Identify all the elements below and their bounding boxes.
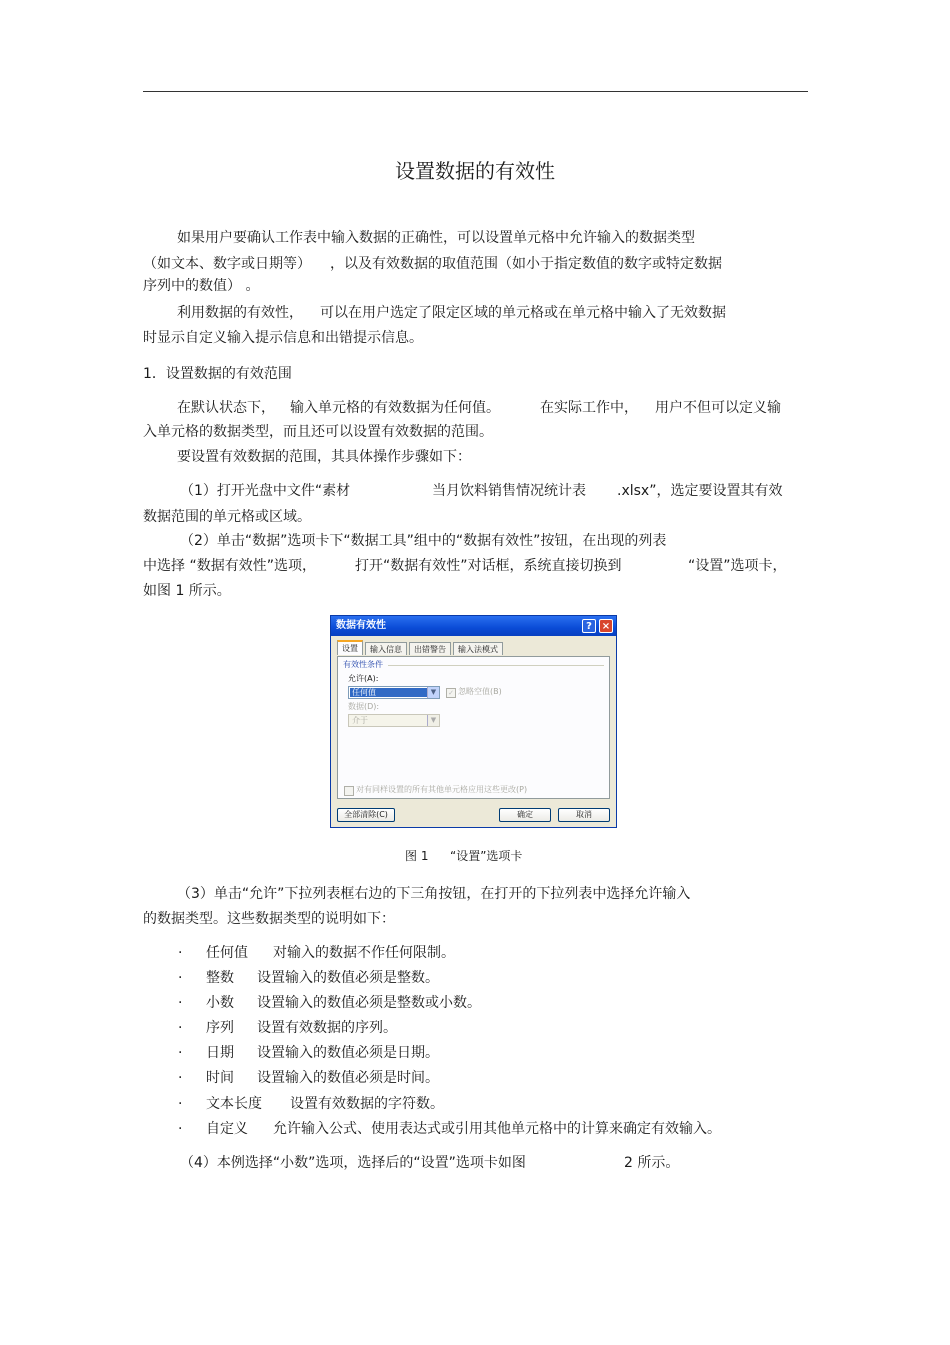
data-label: 数据(D): [348,702,380,711]
type-desc: 设置输入的数值必须是时间。 [257,1070,439,1086]
tab-error-alert[interactable]: 出错警告 [409,642,451,655]
group-divider [388,665,604,666]
bullet: · [178,1045,183,1061]
ignore-blank-label: 忽略空值(B) [458,687,502,696]
step3-line2: 的数据类型。这些数据类型的说明如下： [143,911,395,927]
allow-label: 允许(A): [348,674,379,683]
step1-line1b: 当月饮料销售情况统计表 [432,483,586,499]
allow-value: 任何值 [350,688,428,697]
type-desc: 设置输入的数值必须是整数。 [257,970,439,986]
ignore-blank-checkbox[interactable]: ✓ [446,688,456,698]
type-name: 时间 [206,1070,234,1086]
settings-panel [337,656,610,799]
data-validation-dialog [330,615,617,828]
type-name: 自定义 [206,1121,248,1137]
bullet: · [178,1121,183,1137]
help-icon[interactable]: ? [582,619,596,633]
para2-line2: 时显示自定义输入提示信息和出错提示信息。 [143,330,423,346]
para4: 要设置有效数据的范围，其具体操作步骤如下： [177,449,471,465]
step3-line1: （3）单击“允许”下拉列表框右边的下三角按钮，在打开的下拉列表中选择允许输入 [177,886,691,902]
para2-line1b: 可以在用户选定了限定区域的单元格或在单元格中输入了无效数据 [320,305,726,321]
step2-line2b: 打开“数据有效性”对话框，系统直接切换到 [355,558,622,574]
data-value: 介于 [352,716,368,725]
tab-settings[interactable]: 设置 [337,640,363,655]
step1-line1a: （1）打开光盘中文件“素材 [180,483,351,499]
dialog-tabs [337,642,505,656]
bullet: · [178,970,183,986]
para1-line2a: （如文本、数字或日期等） [143,256,311,272]
para1-line2b: ，以及有效数据的取值范围（如小于指定数值的数字或特定数据 [330,256,722,272]
para3-line2: 入单元格的数据类型，而且还可以设置有效数据的范围。 [143,424,493,440]
chevron-down-icon[interactable]: ▼ [427,687,439,698]
para1-line3: 序列中的数值） 。 [143,278,260,294]
cancel-button[interactable]: 取消 [558,808,610,822]
para3-line1c: 在实际工作中， [540,400,638,416]
apply-all-checkbox[interactable] [344,786,354,796]
page-title: 设置数据的有效性 [395,159,555,183]
bullet: · [178,1070,183,1086]
step1-line1c: .xlsx”，选定要设置其有效 [617,483,783,499]
type-name: 文本长度 [206,1096,262,1112]
apply-all-label: 对有同样设置的所有其他单元格应用这些更改(P) [356,785,528,794]
clear-all-button[interactable]: 全部清除(C) [337,808,395,822]
type-desc: 设置有效数据的字符数。 [290,1096,444,1112]
type-desc: 设置有效数据的序列。 [257,1020,397,1036]
step2-line2a: 中选择 “数据有效性”选项， [143,558,316,574]
chevron-down-icon[interactable]: ▼ [427,715,439,726]
type-name: 任何值 [206,945,248,961]
bullet: · [178,1020,183,1036]
bullet: · [178,995,183,1011]
type-desc: 对输入的数据不作任何限制。 [273,945,455,961]
step2-line3: 如图 1 所示。 [143,583,231,599]
step4-text: （4）本例选择“小数”选项，选择后的“设置”选项卡如图 [180,1155,526,1171]
bullet: · [178,945,183,961]
allow-select[interactable] [348,686,440,699]
section-heading: 1．设置数据的有效范围 [143,366,292,382]
para3-line1b: 输入单元格的有效数据为任何值。 [290,400,500,416]
type-desc: 设置输入的数值必须是日期。 [257,1045,439,1061]
header-rule [143,91,808,92]
bullet: · [178,1096,183,1112]
step4-figref: 2 所示。 [624,1155,680,1171]
dialog-titlebar [331,616,616,636]
type-name: 整数 [206,970,234,986]
para3-line1d: 用户不但可以定义输 [655,400,781,416]
tab-input-message[interactable]: 输入信息 [365,642,407,655]
figure-caption-text: “设置”选项卡 [450,849,523,863]
type-desc: 设置输入的数值必须是整数或小数。 [257,995,481,1011]
group-label: 有效性条件 [343,660,383,669]
para3-line1a: 在默认状态下， [177,400,275,416]
para1-line1: 如果用户要确认工作表中输入数据的正确性，可以设置单元格中允许输入的数据类型 [177,230,695,246]
step2-line1: （2）单击“数据”选项卡下“数据工具”组中的“数据有效性”按钮，在出现的列表 [180,533,667,549]
type-name: 小数 [206,995,234,1011]
para2-line1a: 利用数据的有效性， [177,305,303,321]
tab-ime-mode[interactable]: 输入法模式 [453,642,503,655]
type-name: 日期 [206,1045,234,1061]
ok-button[interactable]: 确定 [499,808,551,822]
step1-line2: 数据范围的单元格或区域。 [143,509,311,525]
close-icon[interactable]: × [599,619,613,633]
type-desc: 允许输入公式、使用表达式或引用其他单元格中的计算来确定有效输入。 [273,1121,721,1137]
type-name: 序列 [206,1020,234,1036]
figure-caption-number: 图 1 [405,849,429,863]
data-select[interactable] [348,714,440,727]
dialog-title: 数据有效性 [336,620,386,631]
step2-line2c: “设置”选项卡， [688,558,787,574]
